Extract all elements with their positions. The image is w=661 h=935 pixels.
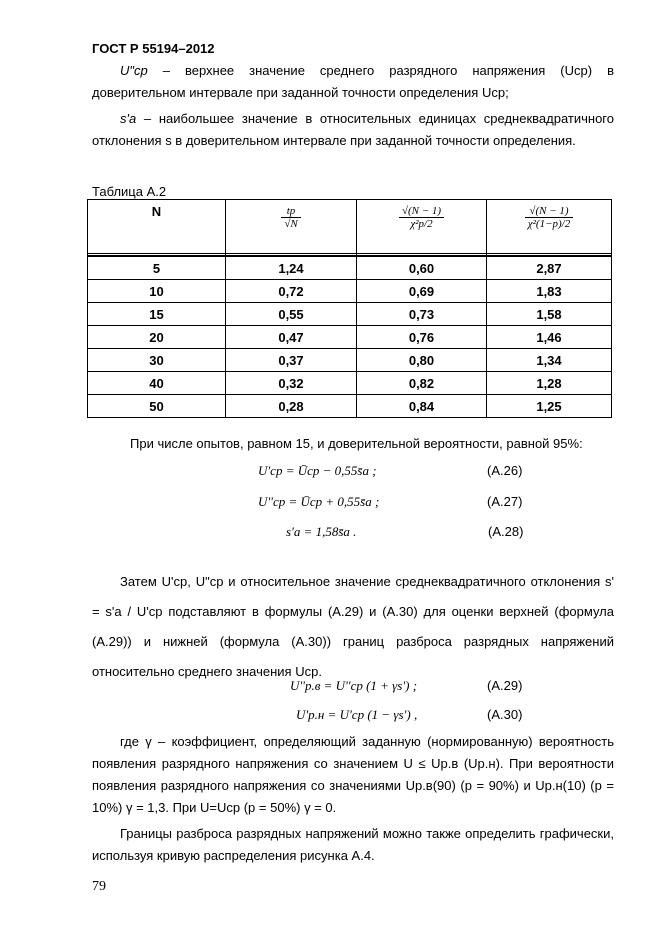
equation-number-a26: (А.26) (487, 463, 523, 478)
equation-a27: U''ср = Ūср + 0,55s̄а ; (258, 494, 380, 509)
definition-symbol: s'а (120, 111, 137, 126)
cell-value: 0,69 (357, 280, 487, 303)
cell-value: 0,55 (226, 303, 357, 326)
cell-n: 20 (88, 326, 226, 349)
cell-n: 50 (88, 395, 226, 418)
table-header-row (88, 200, 612, 254)
document-header: ГОСТ Р 55194–2012 (92, 41, 215, 56)
equation-a29: U''р.в = U''ср (1 + γs') ; (290, 678, 418, 693)
cell-value: 0,37 (226, 349, 357, 372)
cell-value: 0,84 (357, 395, 487, 418)
table-row (88, 326, 612, 349)
cell-n: 10 (88, 280, 226, 303)
table-row (88, 349, 612, 372)
fraction: $\frac{√(N - 1)}{\text{χ²(1−p)/2}}$ (525, 205, 573, 230)
equation-number-a30: (А.30) (487, 707, 523, 722)
equation-a30: U'р.н = U'ср (1 − γs') , (296, 707, 418, 722)
equation-number-a29: (А.29) (487, 678, 523, 693)
definition-relative-deviation (92, 108, 614, 152)
definition-symbol: U"ср (120, 63, 148, 78)
cell-value: 0,47 (226, 326, 357, 349)
cell-value: 0,32 (226, 372, 357, 395)
page-number: 79 (92, 879, 106, 894)
cell-value: 0,60 (357, 256, 487, 280)
header-sqrt-over-chi-p (357, 200, 487, 254)
table-row (88, 280, 612, 303)
fraction: $\frac{tp}{√N}$ (281, 205, 300, 230)
definition-text: – наибольшее значение в относительных единицах среднеквадратичного отклонения s в доверительном интервале при заданной точности определения. (92, 111, 614, 148)
cell-n: 40 (88, 372, 226, 395)
definition-upper-value (92, 60, 614, 104)
example-intro: При числе опытов, равном 15, и доверительной вероятности, равной 95%: (130, 436, 583, 451)
paragraph-substitution: Затем U'ср, U"ср и относительное значение среднеквадратичного отклонения s' = s'а / U'ср подставляют в формулы (А.29) и (А.30) для оценки верхней (формула (А.29)) и нижней (формула (А.30)) границ разброса разрядных напряжений относительно среднего значения Uср. (92, 574, 614, 679)
cell-value: 1,24 (226, 256, 357, 280)
coefficients-table (87, 199, 612, 418)
cell-value: 0,80 (357, 349, 487, 372)
header-n: N (88, 200, 226, 254)
cell-value: 1,34 (487, 349, 612, 372)
cell-value: 1,28 (487, 372, 612, 395)
fraction: $\frac{√(N - 1)}{\text{χ²p/2}}$ (399, 205, 444, 230)
table-row (88, 395, 612, 418)
cell-n: 30 (88, 349, 226, 372)
cell-value: 0,76 (357, 326, 487, 349)
cell-n: 5 (88, 256, 226, 280)
cell-value: 1,25 (487, 395, 612, 418)
table-row (88, 256, 612, 280)
equation-number-a28: (А.28) (488, 524, 524, 539)
equation-a26: U'ср = Ūср − 0,55s̄а ; (258, 463, 377, 478)
cell-value: 0,28 (226, 395, 357, 418)
cell-n: 15 (88, 303, 226, 326)
cell-value: 0,82 (357, 372, 487, 395)
cell-value: 1,58 (487, 303, 612, 326)
equation-a28: s'а = 1,58s̄а . (286, 524, 357, 539)
definition-text: – верхнее значение среднего разрядного напряжения (Uср) в доверительном интервале при заданной точности определения Uср; (92, 63, 614, 100)
cell-value: 1,83 (487, 280, 612, 303)
paragraph-gamma: где γ – коэффициент, определяющий заданную (нормированную) вероятность появления разрядного напряжения со значением U ≤ Uр.в (Uр.н). При вероятности появления разрядного напряжения со значениями Uр.в(90) (р = 90%) и Uр.н(10) (р = 10%) γ = 1,3. При U=Uср (р = 50%) γ = 0. (92, 734, 614, 815)
table-caption: Таблица А.2 (92, 184, 167, 199)
cell-value: 0,73 (357, 303, 487, 326)
cell-value: 2,87 (487, 256, 612, 280)
cell-value: 0,72 (226, 280, 357, 303)
cell-value: 1,46 (487, 326, 612, 349)
equation-number-a27: (А.27) (487, 494, 523, 509)
header-tp-over-sqrt-n (226, 200, 357, 254)
table-row (88, 303, 612, 326)
paragraph-graphical: Границы разброса разрядных напряжений можно также определить графически, используя кривую распределения рисунка А.4. (92, 826, 614, 863)
header-sqrt-over-chi-1-minus-p (487, 200, 612, 254)
table-row (88, 372, 612, 395)
